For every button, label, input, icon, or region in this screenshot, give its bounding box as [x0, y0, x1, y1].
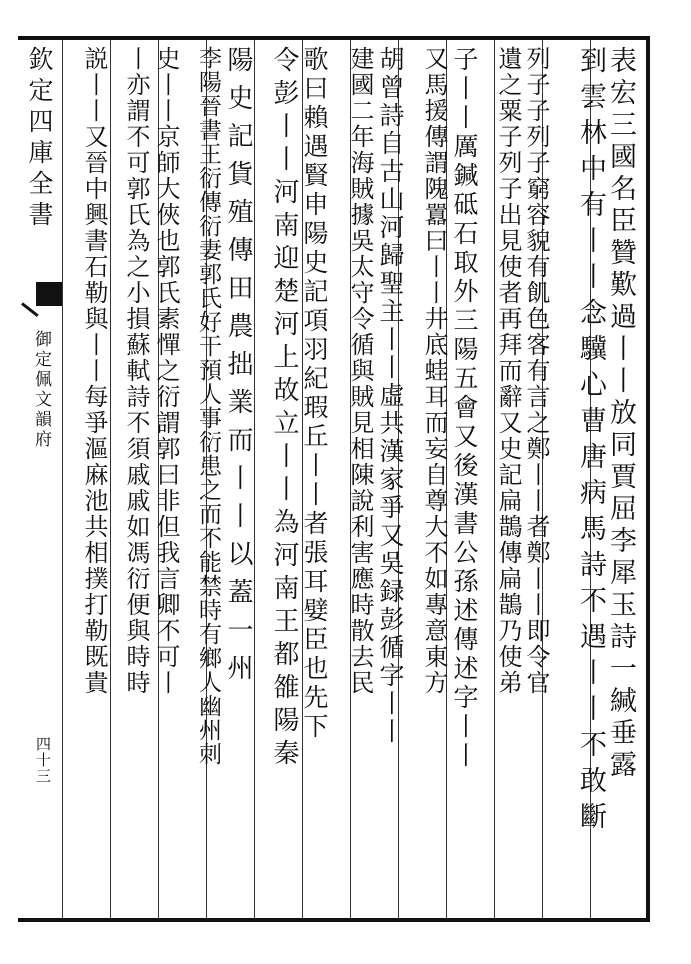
text-column-12: 李陽晉書王衍傳衍妻郭氏好干預人事衍患之而不能禁時有鄉人幽州刺	[195, 46, 221, 766]
margin-page-number: 四十三	[34, 736, 52, 784]
text-column-15: 説丨丨又晉中興書石勒與丨丨每爭漚麻池共相撲打勒既貴	[80, 46, 108, 696]
text-column-13: 史丨丨京師大俠也郭氏素憚之衍謂郭曰非但我言卿不可丨	[152, 46, 180, 696]
margin-book-title: 御定佩文韻府	[31, 330, 51, 450]
frame-right-border	[646, 36, 650, 922]
text-column-10: 令彭丨丨河南迎楚河上故立丨丨為河南王都雒陽秦	[269, 46, 299, 772]
margin-series-title: 欽定四庫全書	[25, 46, 54, 232]
text-column-6: 又馬援傳謂隗囂曰丨丨井底蛙耳而妄自尊大不如專意東方	[420, 46, 448, 696]
fishtail-mark	[22, 282, 62, 306]
frame-top-border	[18, 36, 650, 40]
text-column-9: 歌曰賴遇賢申陽史記項羽紀瑕丘丨丨者張耳嬖臣也先下	[300, 46, 329, 742]
column-rule	[62, 40, 63, 918]
text-column-7: 胡曾詩自古山河歸聖主丨丨虛共漢家爭又吳録彭循字丨丨	[376, 46, 405, 746]
text-column-8: 建國二年海賊據吳太守令循與賊見相陳說利害應時散去民	[346, 46, 374, 696]
text-column-5: 子丨丨厲鍼砥石取外三陽五會又後漢書公孫述傳述字丨丨	[450, 46, 479, 771]
text-column-1: 表宏三國名臣贊歎過丨丨放同賈屈李犀玉詩一緘垂露	[605, 46, 636, 782]
text-column-4: 遺之粟子列子出見使者再拜而辭又史記扁鵲傳扁鵲乃使弟	[494, 46, 522, 696]
text-column-2: 到雲林中有丨丨念驥心曹唐病馬詩不遇丨丨不敢斷	[575, 46, 606, 838]
frame-bottom-border	[18, 918, 650, 922]
text-column-14: 丨亦謂不可郭氏為之小損蘇軾詩不須戚戚如馮衍便與時時	[122, 46, 150, 696]
text-column-3: 列子子列子窮容貌有飢色客有言之鄭丨丨者鄭丨丨即令官	[522, 46, 550, 696]
text-column-11: 陽史記貨殖傳田農拙業而丨丨以蓋一州	[223, 46, 253, 692]
